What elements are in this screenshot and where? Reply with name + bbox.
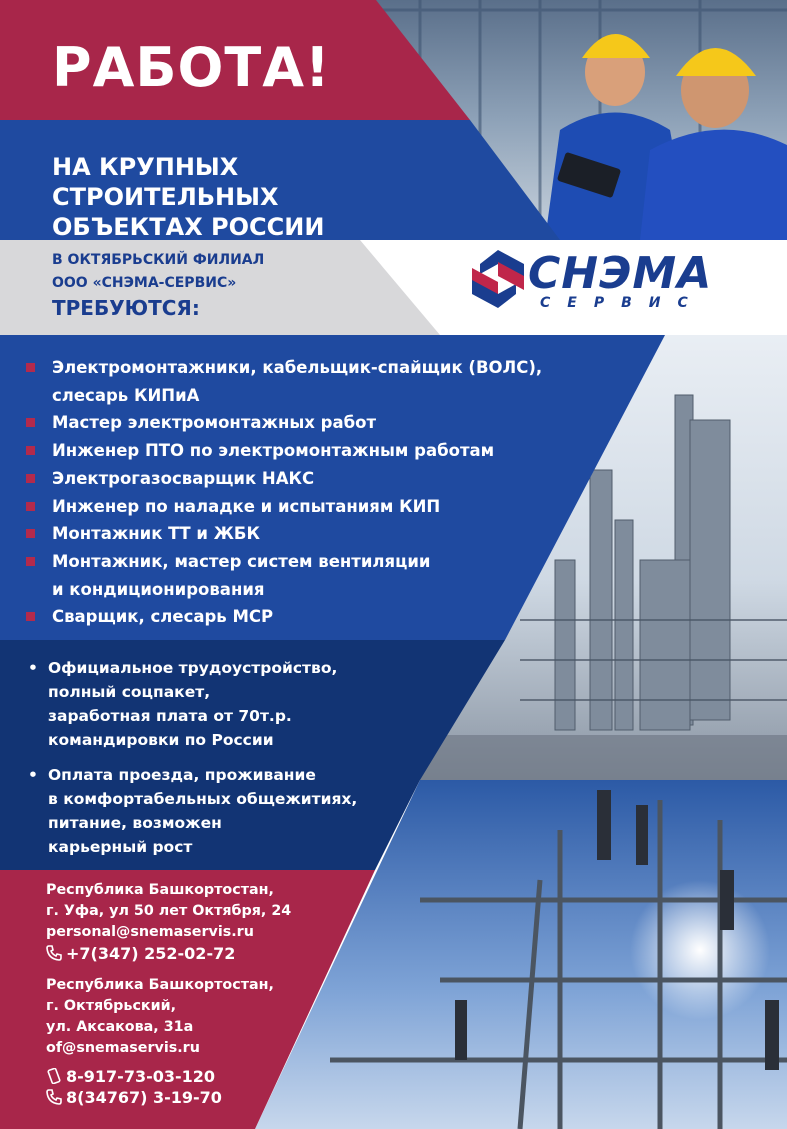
list-item: Монтажник ТТ и ЖБК: [26, 520, 586, 548]
list-item: Монтажник, мастер систем вентиляции: [26, 548, 586, 576]
job-list: [26, 354, 586, 631]
address-line: ул. Аксакова, 31а: [46, 1019, 194, 1035]
email-link[interactable]: personal@snemaservis.ru: [46, 924, 254, 940]
subheadline: [52, 152, 472, 242]
phone-line[interactable]: +7(347) 252-02-72: [46, 943, 346, 964]
branch-line: В ОКТЯБРЬСКИЙ ФИЛИАЛ: [52, 252, 265, 268]
email-link[interactable]: of@snemaservis.ru: [46, 1040, 200, 1056]
bullet-square-icon: [26, 418, 35, 427]
phone-line[interactable]: 8(34767) 3-19-70: [46, 1087, 346, 1108]
address-line: г. Октябрьский,: [46, 998, 177, 1014]
list-item: и кондиционирования: [52, 579, 265, 599]
page-title: РАБОТА!: [52, 36, 331, 99]
mobile-phone-icon: [46, 1068, 62, 1084]
list-item: Сварщик, слесарь МСР: [26, 603, 586, 631]
list-item: Электрогазосварщик НАКС: [26, 465, 586, 493]
bullet-square-icon: [26, 363, 35, 372]
address-line: г. Уфа, ул 50 лет Октября, 24: [46, 903, 292, 919]
branch-line: ООО «СНЭМА-СЕРВИС»: [52, 275, 237, 291]
company-logo-subtitle: СЕРВИС: [540, 295, 705, 311]
list-item: слесарь КИПиА: [52, 385, 200, 405]
address-line: Республика Башкортостан,: [46, 882, 274, 898]
benefit-block: • Официальное трудоустройство, полный соцпакет, заработная плата от 70т.р. командировки по России: [28, 656, 388, 752]
address-line: Республика Башкортостан,: [46, 977, 274, 993]
bullet-dot-icon: •: [28, 659, 38, 677]
branch-info: [52, 249, 264, 295]
company-logo-icon: [468, 248, 528, 310]
list-item: Мастер электромонтажных работ: [26, 409, 586, 437]
list-item: Инженер по наладке и испытаниям КИП: [26, 493, 586, 521]
list-item: Электромонтажники, кабельщик-спайщик (ВОЛС),: [26, 354, 586, 382]
contact-oktyabrsky: [46, 975, 346, 1108]
bullet-square-icon: [26, 502, 35, 511]
bullet-square-icon: [26, 557, 35, 566]
bullet-square-icon: [26, 474, 35, 483]
subheadline-line: ОБЪЕКТАХ РОССИИ: [52, 213, 325, 241]
bullet-square-icon: [26, 446, 35, 455]
required-heading: ТРЕБУЮТСЯ:: [52, 296, 200, 320]
subheadline-line: НА КРУПНЫХ СТРОИТЕЛЬНЫХ: [52, 153, 279, 211]
list-item: Инженер ПТО по электромонтажным работам: [26, 437, 586, 465]
phone-icon: [46, 1089, 62, 1105]
bullet-square-icon: [26, 529, 35, 538]
bullet-dot-icon: •: [28, 766, 38, 784]
phone-icon: [46, 945, 62, 961]
benefit-block: • Оплата проезда, проживание в комфортабельных общежитиях, питание, возможен карьерный рост: [28, 763, 388, 859]
contact-ufa: [46, 880, 346, 964]
mobile-line[interactable]: 8-917-73-03-120: [46, 1066, 346, 1087]
company-logo-name: СНЭМА: [528, 248, 713, 299]
bullet-square-icon: [26, 612, 35, 621]
